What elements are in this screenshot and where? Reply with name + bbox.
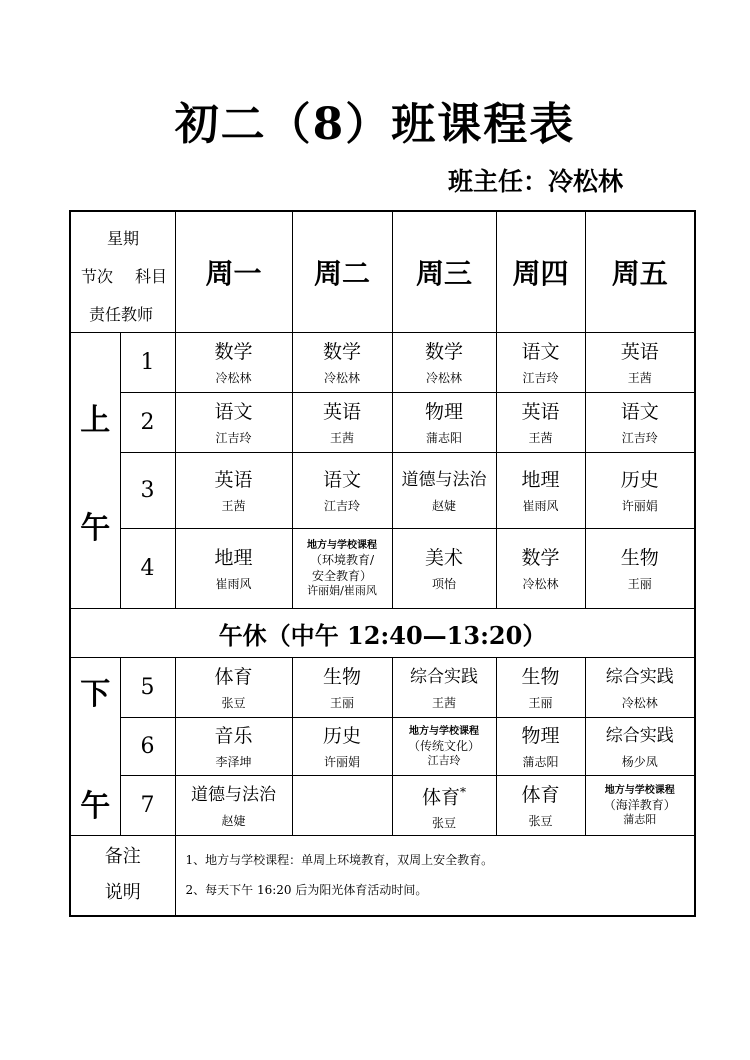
lesson-cell-empty bbox=[292, 776, 392, 836]
lesson-cell bbox=[175, 453, 292, 529]
subject: 数学 bbox=[322, 340, 361, 363]
lesson-cell bbox=[292, 393, 392, 453]
lesson-cell bbox=[496, 776, 585, 836]
teacher: 蒲志阳 bbox=[623, 813, 657, 826]
table-row bbox=[70, 393, 695, 453]
subject: 物理 bbox=[521, 724, 560, 747]
subject: 生物 bbox=[521, 665, 560, 688]
teacher: 许丽娟/崔雨风 bbox=[307, 584, 377, 597]
subject-text: 体育 bbox=[421, 786, 460, 809]
lesson-cell bbox=[175, 658, 292, 718]
timetable bbox=[69, 210, 696, 917]
teacher: 江吉玲 bbox=[522, 370, 559, 385]
subject: 英语 bbox=[322, 400, 361, 423]
lesson-cell bbox=[392, 658, 496, 718]
lesson-cell bbox=[175, 529, 292, 609]
lesson-cell bbox=[292, 453, 392, 529]
lesson-cell bbox=[585, 393, 695, 453]
day-tuesday: 周二 bbox=[292, 211, 392, 333]
corner-teacher-label: 责任教师 bbox=[89, 305, 154, 324]
teacher: 崔雨风 bbox=[522, 498, 559, 513]
lesson-cell bbox=[175, 776, 292, 836]
subject: 英语 bbox=[214, 468, 253, 491]
teacher: 王茜 bbox=[329, 430, 354, 445]
subject: 生物 bbox=[322, 665, 361, 688]
subject: 音乐 bbox=[214, 724, 253, 747]
teacher: 王茜 bbox=[221, 498, 246, 513]
subject: 地理 bbox=[521, 468, 560, 491]
lesson-cell bbox=[496, 453, 585, 529]
teacher: 张豆 bbox=[431, 816, 456, 831]
period-number: 1 bbox=[120, 333, 175, 393]
lesson-cell bbox=[585, 453, 695, 529]
table-row bbox=[70, 529, 695, 609]
teacher: 蒲志阳 bbox=[522, 754, 559, 769]
table-row bbox=[70, 776, 695, 836]
lesson-cell bbox=[175, 393, 292, 453]
subject: 综合实践 bbox=[605, 725, 674, 746]
teacher: 冷松林 bbox=[323, 370, 360, 385]
lesson-cell-local-course bbox=[292, 529, 392, 609]
lesson-cell bbox=[496, 529, 585, 609]
lesson-cell bbox=[292, 658, 392, 718]
lesson-cell bbox=[496, 658, 585, 718]
notes-label-1: 备注 bbox=[104, 846, 141, 868]
teacher: 冷松林 bbox=[621, 695, 658, 710]
noon-break: 午休（中午 12:40—13:20） bbox=[70, 609, 695, 658]
subject: 语文 bbox=[521, 340, 560, 363]
teacher: 王茜 bbox=[627, 370, 652, 385]
lesson-cell bbox=[392, 776, 496, 836]
subject: 体育 bbox=[521, 783, 560, 806]
teacher: 赵婕 bbox=[221, 813, 246, 828]
day-thursday: 周四 bbox=[496, 211, 585, 333]
lesson-cell bbox=[292, 718, 392, 776]
local-course-topic: （环境教育/ bbox=[309, 553, 375, 567]
subject: 美术 bbox=[424, 546, 463, 569]
lesson-cell-local-course bbox=[585, 776, 695, 836]
notes-content bbox=[175, 836, 695, 916]
teacher: 王茜 bbox=[528, 430, 553, 445]
teacher: 江吉玲 bbox=[621, 430, 658, 445]
subject: 数学 bbox=[424, 340, 463, 363]
subject: 生物 bbox=[620, 546, 659, 569]
teacher: 许丽娟 bbox=[621, 498, 658, 513]
notes-label bbox=[70, 836, 175, 916]
teacher: 江吉玲 bbox=[427, 754, 461, 767]
teacher: 赵婕 bbox=[431, 498, 456, 513]
header-row bbox=[70, 211, 695, 333]
lesson-cell bbox=[392, 333, 496, 393]
notes-label-2: 说明 bbox=[104, 882, 141, 904]
subject: 综合实践 bbox=[605, 666, 674, 687]
lesson-cell-local-course bbox=[392, 718, 496, 776]
local-course-title: 地方与学校课程 bbox=[604, 785, 675, 796]
table-row bbox=[70, 658, 695, 718]
head-teacher: 班主任：冷松林 bbox=[448, 167, 624, 196]
subject: 数学 bbox=[214, 340, 253, 363]
subject: 道德与法治 bbox=[191, 784, 276, 805]
day-wednesday: 周三 bbox=[392, 211, 496, 333]
lesson-cell bbox=[292, 333, 392, 393]
corner-period-label: 节次 bbox=[81, 267, 114, 286]
local-course-title: 地方与学校课程 bbox=[409, 726, 479, 737]
subject: 历史 bbox=[620, 468, 659, 491]
corner-cell bbox=[70, 211, 175, 333]
teacher: 崔雨风 bbox=[215, 576, 252, 591]
lesson-cell bbox=[175, 333, 292, 393]
afternoon-label bbox=[70, 658, 120, 836]
teacher: 江吉玲 bbox=[215, 430, 252, 445]
lesson-cell bbox=[392, 453, 496, 529]
period-number: 7 bbox=[120, 776, 175, 836]
lesson-cell bbox=[496, 718, 585, 776]
lesson-cell bbox=[175, 718, 292, 776]
lesson-cell bbox=[392, 529, 496, 609]
teacher: 江吉玲 bbox=[323, 498, 360, 513]
period-number: 2 bbox=[120, 393, 175, 453]
morning-char-1: 上 bbox=[80, 402, 111, 438]
noon-break-row bbox=[70, 609, 695, 658]
page-title: 初二（8）班课程表 bbox=[174, 99, 576, 150]
table-row bbox=[70, 718, 695, 776]
period-number: 4 bbox=[120, 529, 175, 609]
subject: 道德与法治 bbox=[401, 469, 487, 490]
teacher: 张豆 bbox=[221, 695, 246, 710]
lesson-cell bbox=[496, 393, 585, 453]
teacher: 冷松林 bbox=[522, 576, 559, 591]
period-number: 5 bbox=[120, 658, 175, 718]
teacher: 王丽 bbox=[627, 576, 652, 591]
asterisk-mark: * bbox=[460, 784, 466, 799]
subject: 数学 bbox=[521, 546, 560, 569]
note-line-2: 2、每天下午 16:20 后为阳光体育活动时间。 bbox=[185, 883, 428, 898]
lesson-cell bbox=[585, 333, 695, 393]
lesson-cell bbox=[585, 529, 695, 609]
local-course-topic: 安全教育） bbox=[311, 569, 372, 583]
subject: 地理 bbox=[214, 546, 253, 569]
teacher: 冷松林 bbox=[215, 370, 252, 385]
corner-day-label: 星期 bbox=[107, 229, 140, 248]
subject: 体育 bbox=[214, 665, 253, 688]
table-row bbox=[70, 333, 695, 393]
notes-row bbox=[70, 836, 695, 916]
local-course-title: 地方与学校课程 bbox=[307, 540, 377, 551]
teacher: 项怡 bbox=[431, 576, 456, 591]
note-line-1: 1、地方与学校课程：单周上环境教育，双周上安全教育。 bbox=[185, 853, 494, 868]
subject: 语文 bbox=[322, 468, 361, 491]
table-row bbox=[70, 453, 695, 529]
local-course-topic: （海洋教育） bbox=[603, 798, 676, 812]
lesson-cell bbox=[496, 333, 585, 393]
teacher: 王茜 bbox=[431, 695, 456, 710]
teacher: 张豆 bbox=[528, 813, 553, 828]
lesson-cell bbox=[392, 393, 496, 453]
lesson-cell bbox=[585, 718, 695, 776]
day-friday: 周五 bbox=[585, 211, 695, 333]
teacher: 杨少凤 bbox=[621, 754, 658, 769]
morning-label bbox=[70, 333, 120, 609]
teacher: 蒲志阳 bbox=[425, 430, 462, 445]
local-course-topic: （传统文化） bbox=[407, 739, 480, 753]
subject: 英语 bbox=[620, 340, 659, 363]
subject: 综合实践 bbox=[410, 666, 478, 687]
teacher: 王丽 bbox=[329, 695, 354, 710]
teacher: 许丽娟 bbox=[323, 754, 360, 769]
period-number: 6 bbox=[120, 718, 175, 776]
subject: 语文 bbox=[620, 400, 659, 423]
afternoon-char-1: 下 bbox=[80, 676, 111, 712]
morning-char-2: 午 bbox=[80, 510, 111, 546]
period-number: 3 bbox=[120, 453, 175, 529]
teacher: 李泽坤 bbox=[215, 754, 252, 769]
corner-subject-label: 科目 bbox=[135, 267, 168, 286]
teacher: 王丽 bbox=[528, 695, 553, 710]
day-monday: 周一 bbox=[175, 211, 292, 333]
lesson-cell bbox=[585, 658, 695, 718]
subject: 物理 bbox=[424, 400, 463, 423]
subject bbox=[393, 780, 496, 809]
subject: 语文 bbox=[214, 400, 253, 423]
afternoon-char-2: 午 bbox=[80, 788, 111, 824]
teacher: 冷松林 bbox=[425, 370, 462, 385]
subject: 历史 bbox=[322, 724, 361, 747]
subject: 英语 bbox=[521, 400, 560, 423]
